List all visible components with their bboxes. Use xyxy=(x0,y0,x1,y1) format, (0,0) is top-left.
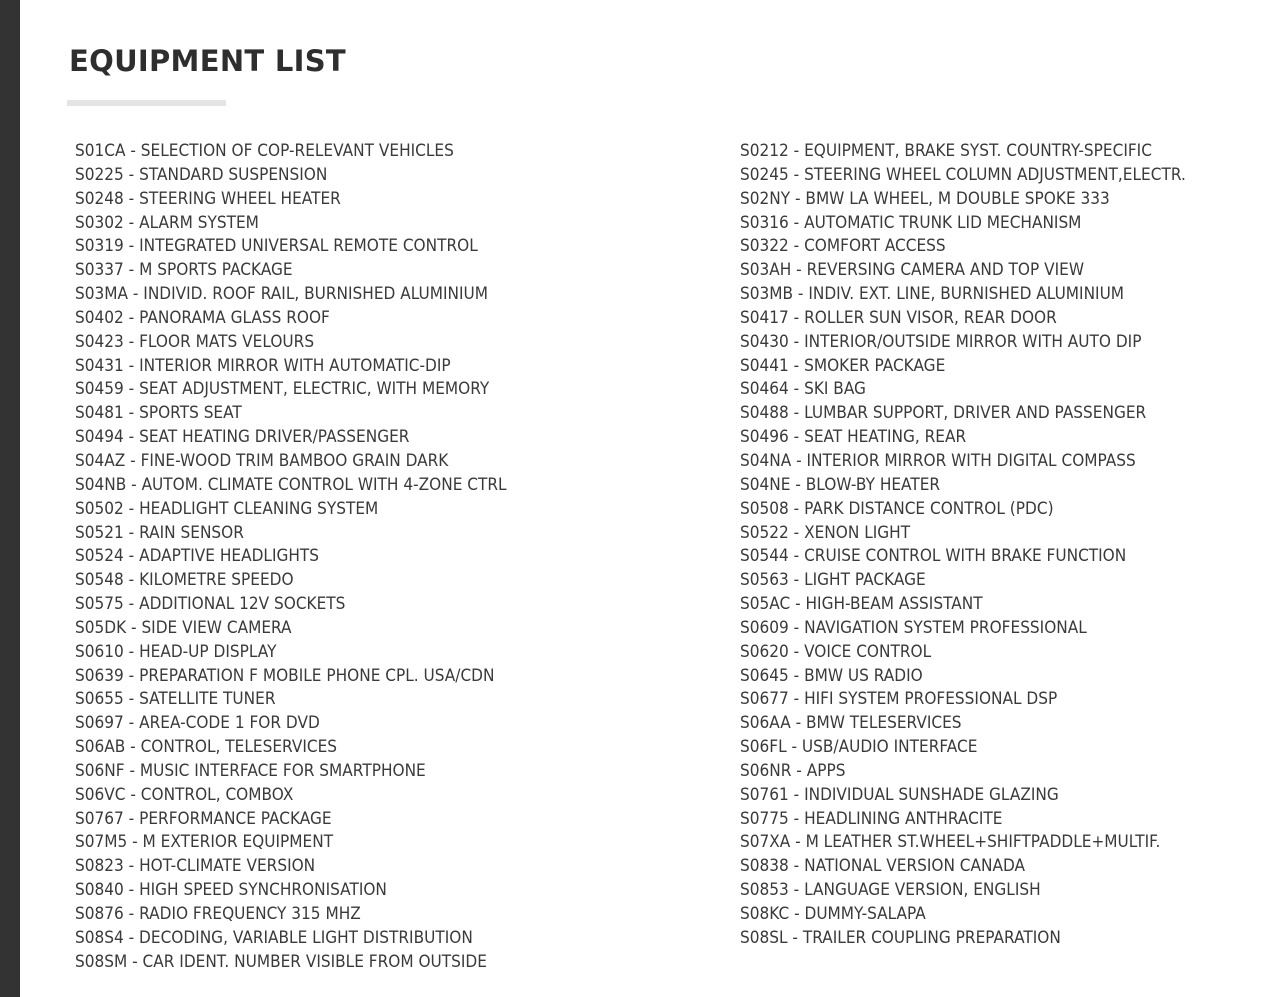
page-title: EQUIPMENT LIST xyxy=(69,44,347,78)
equipment-list-item: S05AC - HIGH-BEAM ASSISTANT xyxy=(740,594,983,614)
title-underline xyxy=(67,100,226,106)
equipment-list-item: S0496 - SEAT HEATING, REAR xyxy=(740,427,967,447)
equipment-list-item: S0417 - ROLLER SUN VISOR, REAR DOOR xyxy=(740,307,1057,327)
equipment-list-item: S0248 - STEERING WHEEL HEATER xyxy=(75,188,341,208)
equipment-list-item: S0524 - ADAPTIVE HEADLIGHTS xyxy=(75,546,320,566)
equipment-list-item: S06NF - MUSIC INTERFACE FOR SMARTPHONE xyxy=(75,760,426,780)
equipment-list-item: S0761 - INDIVIDUAL SUNSHADE GLAZING xyxy=(740,784,1059,804)
equipment-list-item: S0430 - INTERIOR/OUTSIDE MIRROR WITH AUTO DIP xyxy=(740,331,1142,351)
equipment-list-left-column xyxy=(75,139,695,974)
equipment-list-item: S07XA - M LEATHER ST.WHEEL+SHIFTPADDLE+MULTIF. xyxy=(740,832,1161,852)
equipment-list-item: S0521 - RAIN SENSOR xyxy=(75,522,244,542)
equipment-list-item: S0548 - KILOMETRE SPEEDO xyxy=(75,570,294,590)
equipment-list-item: S0322 - COMFORT ACCESS xyxy=(740,236,946,256)
equipment-list-item: S04NE - BLOW-BY HEATER xyxy=(740,474,941,494)
equipment-list-item: S06FL - USB/AUDIO INTERFACE xyxy=(740,737,978,757)
equipment-list-item: S0502 - HEADLIGHT CLEANING SYSTEM xyxy=(75,498,379,518)
equipment-list-item: S0639 - PREPARATION F MOBILE PHONE CPL. USA/CDN xyxy=(75,665,495,685)
equipment-list-item: S0481 - SPORTS SEAT xyxy=(75,403,242,423)
equipment-list-item: S0508 - PARK DISTANCE CONTROL (PDC) xyxy=(740,498,1054,518)
equipment-list-item: S0488 - LUMBAR SUPPORT, DRIVER AND PASSENGER xyxy=(740,403,1147,423)
equipment-list-item: S0655 - SATELLITE TUNER xyxy=(75,689,276,709)
equipment-list-item: S0544 - CRUISE CONTROL WITH BRAKE FUNCTION xyxy=(740,546,1127,566)
equipment-list-item: S0775 - HEADLINING ANTHRACITE xyxy=(740,808,1003,828)
equipment-list-item: S0212 - EQUIPMENT, BRAKE SYST. COUNTRY-SPECIFIC xyxy=(740,141,1152,160)
equipment-list-item: S0494 - SEAT HEATING DRIVER/PASSENGER xyxy=(75,427,410,447)
equipment-list-right-column xyxy=(740,139,1270,950)
equipment-list-item: S06VC - CONTROL, COMBOX xyxy=(75,784,294,804)
equipment-list-item: S04NA - INTERIOR MIRROR WITH DIGITAL COMPASS xyxy=(740,450,1136,470)
equipment-list-item: S06NR - APPS xyxy=(740,760,846,780)
equipment-list-item: S0645 - BMW US RADIO xyxy=(740,665,923,685)
equipment-list-item: S0302 - ALARM SYSTEM xyxy=(75,212,259,232)
equipment-list-item: S0697 - AREA-CODE 1 FOR DVD xyxy=(75,713,320,733)
equipment-list-item: S0464 - SKI BAG xyxy=(740,379,866,399)
equipment-list-item: S0319 - INTEGRATED UNIVERSAL REMOTE CONTROL xyxy=(75,236,478,256)
equipment-list-item: S03MA - INDIVID. ROOF RAIL, BURNISHED ALUMINIUM xyxy=(75,284,488,304)
equipment-list-item: S0225 - STANDARD SUSPENSION xyxy=(75,164,328,184)
equipment-list-item: S0441 - SMOKER PACKAGE xyxy=(740,355,946,375)
equipment-list-item: S06AA - BMW TELESERVICES xyxy=(740,713,962,733)
equipment-list-item: S07M5 - M EXTERIOR EQUIPMENT xyxy=(75,832,334,852)
equipment-list-item: S0563 - LIGHT PACKAGE xyxy=(740,570,926,590)
equipment-list-item: S08S4 - DECODING, VARIABLE LIGHT DISTRIBUTION xyxy=(75,927,473,947)
left-edge-bar xyxy=(0,0,20,997)
equipment-list-item: S0620 - VOICE CONTROL xyxy=(740,641,932,661)
equipment-list-item: S03AH - REVERSING CAMERA AND TOP VIEW xyxy=(740,260,1085,280)
equipment-list-item: S04AZ - FINE-WOOD TRIM BAMBOO GRAIN DARK xyxy=(75,450,449,470)
equipment-list-item: S06AB - CONTROL, TELESERVICES xyxy=(75,737,338,757)
equipment-list-item: S0677 - HIFI SYSTEM PROFESSIONAL DSP xyxy=(740,689,1058,709)
equipment-list-item: S0316 - AUTOMATIC TRUNK LID MECHANISM xyxy=(740,212,1082,232)
equipment-list-item: S0838 - NATIONAL VERSION CANADA xyxy=(740,856,1026,876)
equipment-list-item: S02NY - BMW LA WHEEL, M DOUBLE SPOKE 333 xyxy=(740,188,1110,208)
equipment-list-item: S0840 - HIGH SPEED SYNCHRONISATION xyxy=(75,880,387,900)
equipment-list-item: S0402 - PANORAMA GLASS ROOF xyxy=(75,307,330,327)
equipment-list-item: S0853 - LANGUAGE VERSION, ENGLISH xyxy=(740,880,1041,900)
equipment-list-item: S08KC - DUMMY-SALAPA xyxy=(740,904,926,923)
equipment-list-item: S04NB - AUTOM. CLIMATE CONTROL WITH 4-ZONE CTRL xyxy=(75,474,507,494)
equipment-list-item: S0610 - HEAD-UP DISPLAY xyxy=(75,641,277,661)
equipment-list-item: S01CA - SELECTION OF COP-RELEVANT VEHICLES xyxy=(75,141,454,160)
equipment-list-item: S0431 - INTERIOR MIRROR WITH AUTOMATIC-DIP xyxy=(75,355,451,375)
equipment-list-item: S0522 - XENON LIGHT xyxy=(740,522,911,542)
equipment-list-item: S0823 - HOT-CLIMATE VERSION xyxy=(75,856,316,876)
equipment-list-item: S0423 - FLOOR MATS VELOURS xyxy=(75,331,315,351)
equipment-list-item: S0767 - PERFORMANCE PACKAGE xyxy=(75,808,332,828)
equipment-list-item: S0245 - STEERING WHEEL COLUMN ADJUSTMENT,ELECTR. xyxy=(740,164,1186,184)
equipment-list-item: S0459 - SEAT ADJUSTMENT, ELECTRIC, WITH MEMORY xyxy=(75,379,490,399)
equipment-list-item: S05DK - SIDE VIEW CAMERA xyxy=(75,617,292,637)
equipment-list-item: S08SM - CAR IDENT. NUMBER VISIBLE FROM OUTSIDE xyxy=(75,951,487,971)
equipment-list-item: S0337 - M SPORTS PACKAGE xyxy=(75,260,293,280)
equipment-list-item: S0609 - NAVIGATION SYSTEM PROFESSIONAL xyxy=(740,617,1087,637)
equipment-list-item: S0876 - RADIO FREQUENCY 315 MHZ xyxy=(75,904,361,923)
equipment-list-item: S03MB - INDIV. EXT. LINE, BURNISHED ALUMINIUM xyxy=(740,284,1125,304)
equipment-list-item: S08SL - TRAILER COUPLING PREPARATION xyxy=(740,927,1061,947)
equipment-list-item: S0575 - ADDITIONAL 12V SOCKETS xyxy=(75,594,346,614)
